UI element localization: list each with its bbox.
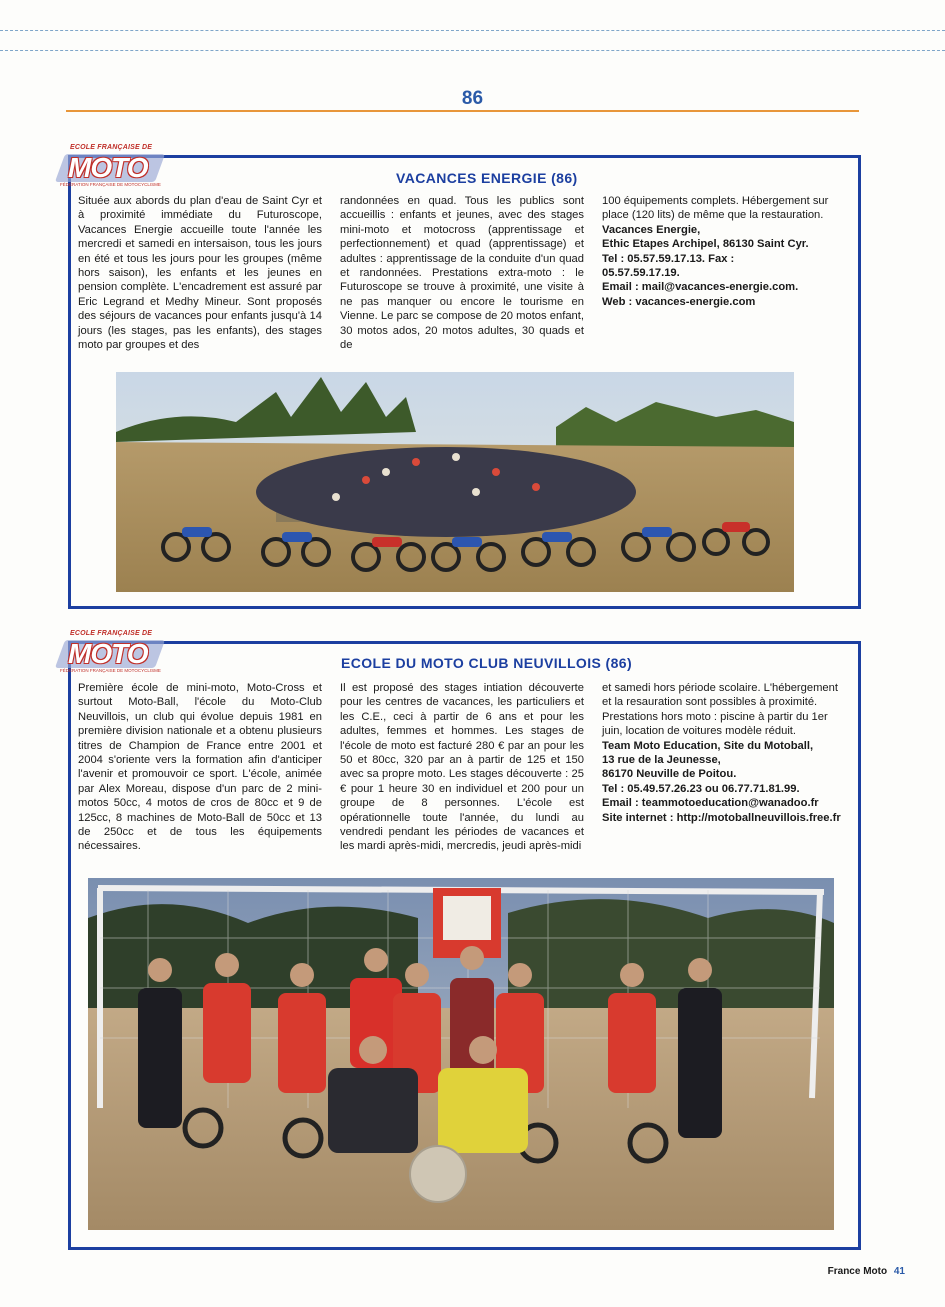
logo-top-text: ECOLE FRANÇAISE DE <box>70 144 153 151</box>
text-column-1 <box>78 681 322 854</box>
contact-web: Web : vacances-energie.com <box>602 295 756 308</box>
text-column-3 <box>602 194 846 309</box>
paragraph: Située aux abords du plan d'eau de Saint Cyr et à proximité immédiate du Futuroscope, Vacances Energie accueille toute l'année les mercredi et samedi en intersaison, tous les jours en été et tous les jours pour les groupes (même hors saison), les enfants et les jeunes en pension complète. L'encadrement est assuré par Eric Legrand et Medhy Mineur. Sont proposés des séjours de vacances pour enfants jusqu'à 14 jours (les stages, pas les enfants), des stages moto par groupes et des <box>78 195 322 352</box>
contact-line: Team Moto Education, Site du Motoball, <box>602 739 814 752</box>
top-dashed-line <box>0 30 945 31</box>
contact-line: Vacances Energie, <box>602 223 701 236</box>
contact-email: Email : teammotoeducation@wanadoo.fr <box>602 797 819 810</box>
logo-bottom-text: FÉDÉRATION FRANÇAISE DE MOTOCYCLISME <box>60 182 161 187</box>
logo-word: MOTO <box>68 152 148 183</box>
contact-block <box>602 223 846 309</box>
footer <box>828 1266 905 1277</box>
logo-word: MOTO <box>68 638 148 669</box>
text-column-2 <box>340 194 584 352</box>
paragraph: et samedi hors période scolaire. L'hébergement et la resauration sont possibles à proximité. Prestations hors moto : piscine à partir du 1er juin, location de voitures modèle réduit. <box>602 682 838 738</box>
moto-logo <box>60 146 170 194</box>
page-number: 86 <box>461 88 484 109</box>
contact-web: Site internet : http://motoballneuvillois.free.fr <box>602 811 841 824</box>
section-title: ECOLE DU MOTO CLUB NEUVILLOIS (86) <box>341 655 633 671</box>
logo-bottom-text: FÉDÉRATION FRANÇAISE DE MOTOCYCLISME <box>60 668 161 673</box>
contact-block <box>602 739 848 825</box>
contact-line: Tel : 05.49.57.26.23 ou 06.77.71.81.99. <box>602 782 800 795</box>
team-photo-illustration <box>88 878 834 1230</box>
paragraph: 100 équipements complets. Hébergement sur place (120 lits) de même que la restauration. <box>602 195 829 222</box>
logo-top-text: ECOLE FRANÇAISE DE <box>70 630 153 637</box>
paragraph: Il est proposé des stages intiation découverte pour les centres de vacances, les particuliers et les C.E., ceci à partir de 6 ans et pour les adultes, femmes et hommes. Les stages de l'école de moto est facturé 280 € par an pour les 50 et 80cc, 320 par an à partir de 125 et 150 avec sa propre moto. Les stages découverte : 25 € pour 1 heure 30 en individuel et 200 pour un groupe de 8 personnes. L'école est opérationnelle toute l'année, du lundi au vendredi pendant les périodes de vacances et les mardi après-midi, mercredis, jeudi après-midi <box>340 682 584 853</box>
section-title: VACANCES ENERGIE (86) <box>396 170 578 186</box>
group-photo <box>116 372 794 592</box>
text-column-3 <box>602 681 848 825</box>
footer-page-number: 41 <box>893 1266 905 1277</box>
paragraph: randonnées en quad. Tous les publics sont accueillis : enfants et jeunes, avec des stages mini-moto et motocross (apprentissage et perfectionnement) et quad (apprentissage) et adultes : apprentissage de la conduite d'un quad et randonnées. Prestations extra-moto : le Futuroscope se trouve à proximité, une visite à ne pas manquer ou encore le tourisme en Vienne. Le parc se compose de 20 motos enfant, 30 motos ados, 20 motos adultes, 30 quads et de <box>340 195 584 352</box>
contact-line: Tel : 05.57.59.17.13. Fax : <box>602 252 735 265</box>
group-photo-illustration <box>116 372 794 592</box>
magazine-name: France Moto <box>827 1266 888 1277</box>
contact-line: 13 rue de la Jeunesse, <box>602 754 721 767</box>
text-column-2 <box>340 681 584 854</box>
contact-line: Ethic Etapes Archipel, 86130 Saint Cyr. <box>602 238 809 251</box>
team-photo <box>88 878 834 1230</box>
contact-line: 05.57.59.17.19. <box>602 267 680 280</box>
contact-line: 86170 Neuville de Poitou. <box>602 768 737 781</box>
header-rule <box>66 110 859 112</box>
moto-logo <box>60 632 170 680</box>
text-column-1 <box>78 194 322 352</box>
top-dashed-line-2 <box>0 50 945 51</box>
contact-email: Email : mail@vacances-energie.com. <box>602 281 799 294</box>
paragraph: Première école de mini-moto, Moto-Cross et surtout Moto-Ball, l'école du Moto-Club Neuvillois, un club qui évolue depuis 1981 en première division nationale et a obtenu plusieurs titres de Champion de France entre 2001 et 2004 s'oriente vers la formation afin d'anticiper l'avenir et promouvoir ce sport. L'école, animée par Alex Moreau, dispose d'un parc de 2 mini-motos 50cc, 4 motos de cros de 80cc et 9 de 125cc, 8 machines de Moto-Ball de 50cc et 13 de 250cc et de tous les équipements nécessaires. <box>78 682 322 853</box>
